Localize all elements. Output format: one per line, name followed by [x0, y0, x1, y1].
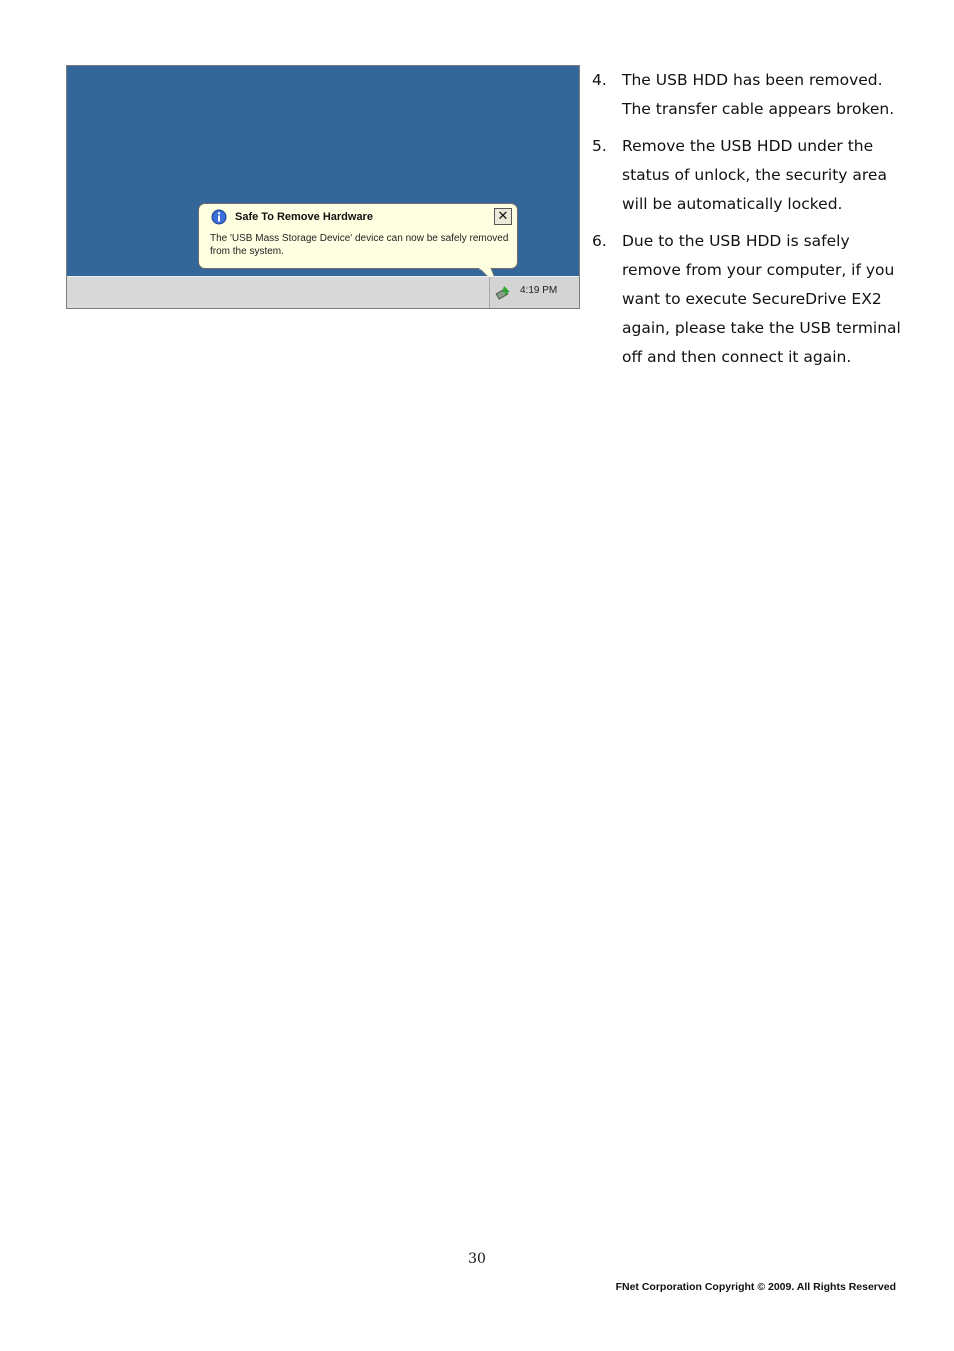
copyright-notice: FNet Corporation Copyright © 2009. All Rights Reserved: [615, 1281, 896, 1293]
balloon-message: The 'USB Mass Storage Device' device can now be safely removed from the system.: [210, 233, 509, 257]
system-tray: [489, 277, 579, 308]
taskbar: [67, 276, 579, 308]
step-item: [592, 132, 912, 219]
step-number: 5.: [592, 137, 607, 155]
step-item: [592, 66, 912, 124]
info-icon: [211, 209, 227, 225]
step-text: The USB HDD has been removed. The transfer cable appears broken.: [622, 71, 895, 118]
notification-balloon[interactable]: [198, 203, 518, 269]
instruction-steps: [592, 66, 912, 380]
safely-remove-hardware-icon[interactable]: [495, 285, 511, 301]
tray-clock[interactable]: 4:19 PM: [520, 285, 558, 296]
step-text: Remove the USB HDD under the status of unlock, the security area will be automatically locked.: [622, 137, 887, 213]
safe-remove-screenshot: [66, 65, 580, 309]
close-icon[interactable]: ✕: [494, 208, 512, 225]
step-number: 6.: [592, 232, 607, 250]
step-item: [592, 227, 912, 372]
step-number: 4.: [592, 71, 607, 89]
page-number: 30: [468, 1251, 486, 1267]
step-text: Due to the USB HDD is safely remove from your computer, if you want to execute SecureDrive EX2 again, please take the USB terminal off and then connect it again.: [622, 232, 901, 366]
balloon-title: Safe To Remove Hardware: [235, 211, 373, 223]
